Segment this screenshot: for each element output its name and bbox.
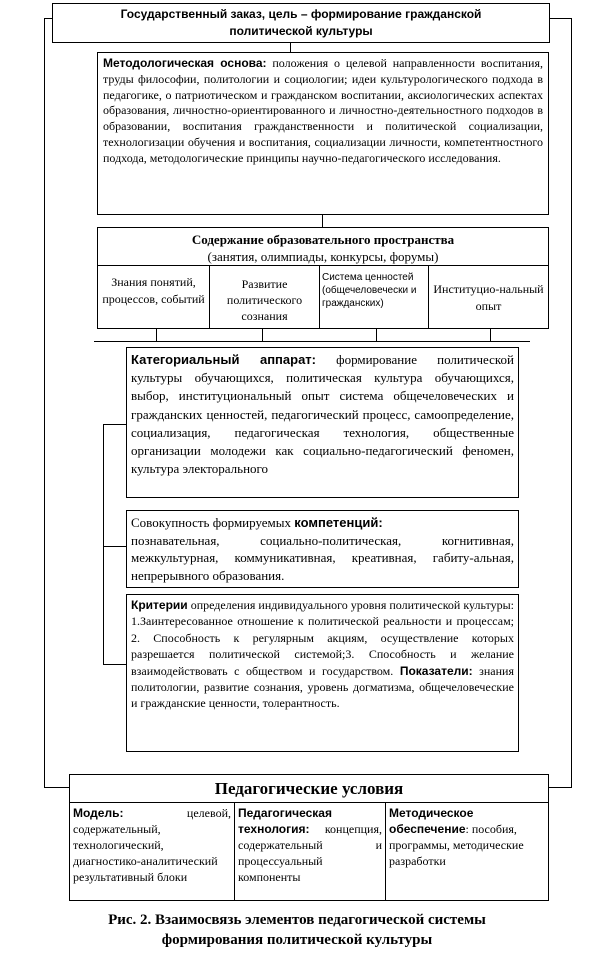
conditions-model-cell <box>69 802 235 901</box>
caption-line2: формирования политической культуры <box>161 932 433 948</box>
competencies-lead: Совокупность формируемых <box>131 515 295 530</box>
goal-box <box>52 3 550 43</box>
connector-right-top <box>549 18 572 19</box>
technology-text: концепция, содержательный и процессуальный компоненты <box>238 822 382 884</box>
content-cell-knowledge-text: Знания понятий, процессов, событий <box>102 275 205 306</box>
connector-right-vertical <box>571 18 572 788</box>
methodology-box <box>97 52 549 215</box>
bracket-tick-3 <box>103 664 127 665</box>
content-cell-experience-text: Институцио-нальный опыт <box>433 282 544 313</box>
categorical-text: формирование политической культуры обучающихся, политическая культура обучающихся, выбор, институциональный опыт система общечеловеческих и гражданских ценностей, педагогический процесс, самоопределение, социализация, педагогическая технология, общественные организации молодежи как социально-педагогический феномен, культура электорального <box>131 352 514 477</box>
connector-left-top <box>44 18 52 19</box>
content-cell-values-text: Система ценностей (общечеловечески и гражданских) <box>322 272 417 309</box>
model-text: целевой, содержательный, технологический, диагностико-аналитический результативный блоки <box>73 806 231 884</box>
goal-line2: политической культуры <box>229 24 373 38</box>
content-space-subtitle: (занятия, олимпиады, конкурсы, форумы) <box>207 249 439 264</box>
content-cell-values <box>319 265 429 329</box>
bracket-vertical <box>103 424 104 664</box>
bracket-tick-2 <box>103 546 127 547</box>
methodical-text: : пособия, программы, методические разработки <box>389 822 524 868</box>
indicators-text: знания политологии, развитие сознания, уровень догматизма, общечеловеческие и гражданские ценности, толерантность. <box>131 663 514 711</box>
connector-drop-4 <box>490 328 491 341</box>
connector-left-bottom <box>44 787 70 788</box>
content-cell-consciousness <box>209 265 320 329</box>
criteria-box <box>126 594 519 752</box>
model-lead: Модель: <box>73 806 124 820</box>
conditions-title: Педагогические условия <box>214 779 404 798</box>
connector-methodology-content <box>322 215 323 227</box>
competencies-lead-bold: компетенций: <box>294 515 383 530</box>
connector-left-vertical <box>44 18 45 788</box>
methodical-lead: Методическое обеспечение <box>389 806 474 836</box>
indicators-lead: Показатели: <box>399 663 473 678</box>
connector-drop-1 <box>156 328 157 341</box>
content-cell-consciousness-text: Развитие политического сознания <box>226 277 303 323</box>
content-cell-knowledge <box>97 265 210 329</box>
content-space-title: Содержание образовательного пространства <box>191 232 455 247</box>
connector-mid-horizontal <box>94 341 530 342</box>
goal-line1: Государственный заказ, цель – формирование гражданской <box>120 7 482 21</box>
categorical-box <box>126 347 519 498</box>
criteria-lead: Критерии <box>131 598 188 612</box>
connector-goal-methodology <box>290 42 291 52</box>
methodology-lead: Методологическая основа: <box>103 56 267 70</box>
connector-drop-2 <box>262 328 263 341</box>
categorical-lead: Категориальный аппарат: <box>131 352 316 367</box>
methodology-text: положения о целевой направленности воспитания, труды философии, политологии и социологии; идеи культурологического подхода в педагогике, о патриотическом и гражданском воспитании, аксиологических аспектах образования, личностно-ориентированного и личностно-деятельностного подходов в образовании, воспитания гражданственности и политической социализации, технологизации обучения и воспитания, социализации личности, компетентностного подхода, методологические принципы научно-педагогического исследования. <box>103 56 543 165</box>
criteria-text: определения индивидуального уровня политической культуры: 1.Заинтересованное отношение к политической реальности и процессам; 2. Способность к регулярным акциям, осуществление которых разрешается политической системой;3. Способность и желание взаимодействовать с обществом и государством. <box>131 598 514 678</box>
caption-line1: Рис. 2. Взаимосвязь элементов педагогической системы <box>108 912 486 928</box>
technology-lead: Педагогическая технология: <box>238 806 332 836</box>
competencies-text: познавательная, социально-политическая, когнитивная, межкультурная, коммуникативная, креативная, габиту-альная, непрерывного образования. <box>131 532 514 583</box>
connector-drop-3 <box>376 328 377 341</box>
bracket-tick-1 <box>103 424 127 425</box>
content-cell-experience <box>428 265 549 329</box>
conditions-methodical-cell <box>385 802 549 901</box>
figure-caption <box>20 910 574 950</box>
conditions-technology-cell <box>234 802 386 901</box>
competencies-box <box>126 510 519 588</box>
connector-right-bottom <box>549 787 572 788</box>
